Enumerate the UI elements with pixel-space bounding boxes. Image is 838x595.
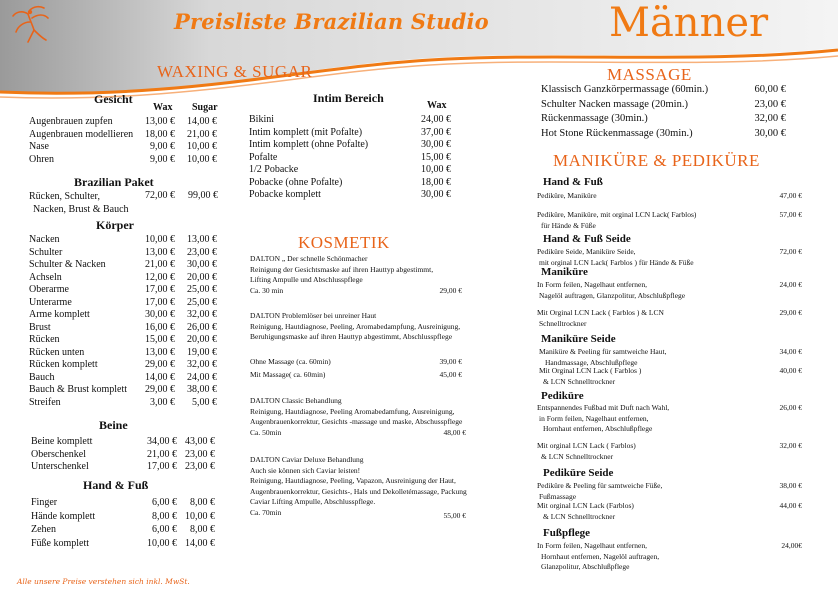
ms2-line1: Mit Orginal LCN Lack ( Farblos ) bbox=[539, 366, 642, 375]
hfs-line2: mit orginal LCN Lack( Farblos ) für Hände & Füße bbox=[539, 257, 694, 267]
sugar-price: 8,00 € bbox=[190, 497, 215, 508]
wax-price: 30,00 € bbox=[421, 189, 451, 200]
item-name: Unterschenkel bbox=[31, 461, 89, 472]
sugar-price: 8,00 € bbox=[190, 524, 215, 535]
handfuss-row bbox=[31, 538, 225, 552]
pk-line1: Entspannendes Fußbad mit Duft nach Wahl, bbox=[537, 403, 670, 412]
k2-line2: Reinigung, Hautdiagnose, Peeling, Aromabedampfung, Ausreinigung, bbox=[250, 321, 461, 331]
koerper-row bbox=[29, 347, 225, 360]
koerper-list bbox=[29, 234, 225, 409]
k3-line2: Reinigung, Hautdiagnose, Peeling Aromabedamfung, Ausreinigung, bbox=[250, 406, 455, 416]
kosmetik-block-1 bbox=[250, 254, 433, 296]
wax-price: 24,00 € bbox=[421, 114, 451, 125]
pk2-line2: & LCN Schnelltrockner bbox=[541, 451, 614, 461]
pk2-price: 32,00 € bbox=[779, 441, 802, 450]
k4-line1: DALTON Caviar Deluxe Behandlung bbox=[250, 455, 364, 464]
mk2-price: 29,00 € bbox=[779, 308, 802, 317]
hand-fuss-list bbox=[31, 497, 225, 551]
k2-option1: Ohne Massage (ca. 60min) bbox=[250, 357, 331, 366]
sugar-price: 43,00 € bbox=[185, 436, 215, 447]
ms-line2: Handmassage, Abschlußpflege bbox=[545, 357, 638, 367]
pk-title: Pediküre bbox=[541, 390, 584, 402]
k1-line1: DALTON „ Der schnelle Schönmacher bbox=[250, 254, 368, 263]
ms-title: Maniküre Seide bbox=[541, 333, 616, 345]
wax-price: 13,00 € bbox=[145, 116, 175, 127]
wax-price: 13,00 € bbox=[145, 346, 175, 358]
k4-line3: Reinigung, Hautdiagnose, Peeling, Vapazon, Ausreinigung der Haut, bbox=[250, 476, 456, 486]
hf-price2: 57,00 € bbox=[779, 210, 802, 219]
hfs-block bbox=[537, 247, 694, 268]
item-name: Beine komplett bbox=[31, 436, 93, 447]
wax-price: 8,00 € bbox=[152, 510, 177, 522]
fp-price: 24,00€ bbox=[781, 541, 802, 550]
massage-row bbox=[541, 84, 786, 99]
item-name: Rückenmassage (30min.) bbox=[541, 113, 648, 124]
sugar-price: 13,00 € bbox=[187, 234, 217, 245]
koerper-row bbox=[29, 259, 225, 272]
col-sugar: Sugar bbox=[192, 102, 218, 113]
sugar-price: 5,00 € bbox=[192, 396, 217, 408]
mk2-block bbox=[537, 308, 664, 329]
item-name: Klassisch Ganzkörpermassage (60min.) bbox=[541, 84, 709, 95]
massage-heading: MASSAGE bbox=[607, 65, 692, 84]
price-price: 30,00 € bbox=[754, 127, 786, 139]
item-name: Achseln bbox=[29, 271, 62, 283]
ps2-line2: & LCN Schnelltrockner bbox=[543, 511, 616, 521]
wax-price: 17,00 € bbox=[145, 296, 175, 308]
item-name: 1/2 Pobacke bbox=[249, 164, 299, 175]
wax-price: 15,00 € bbox=[145, 334, 175, 345]
wax-price: 13,00 € bbox=[145, 246, 175, 258]
mk2-line1: Mit Orginal LCN Lack ( Farblos ) & LCN bbox=[537, 308, 664, 317]
k4-line5: Caviar Lifting Ampulle, Abschlusspflege. bbox=[250, 497, 376, 507]
price-price: 32,00 € bbox=[754, 113, 786, 124]
wax-price: 3,00 € bbox=[150, 396, 175, 408]
item-name: Hände komplett bbox=[31, 510, 96, 522]
item-name: Schulter bbox=[29, 246, 63, 258]
page-title: Preisliste Brazilian Studio bbox=[174, 9, 489, 34]
sugar-price: 32,00 € bbox=[187, 359, 217, 370]
ps2-line1: Mit orginal LCN Lack (Farblos) bbox=[537, 501, 634, 510]
mk-line1: In Form feilen, Nagelhaut entfernen, bbox=[537, 280, 647, 289]
ms-block bbox=[539, 347, 666, 368]
k4-line4: Augenbrauenkorrektur, Gesichts-, Hals und Dekolletémassage, Packung bbox=[250, 486, 467, 496]
ps-line1: Pediküre & Peeling für samtweiche Füße, bbox=[537, 481, 663, 490]
koerper-row bbox=[29, 322, 225, 335]
koerper-row bbox=[29, 334, 225, 347]
wax-price: 16,00 € bbox=[145, 321, 175, 333]
maenner-title: Männer bbox=[609, 0, 769, 46]
mk-line2: Nagelöl auftragen, Glanzpolitur, Abschlußpflege bbox=[539, 290, 686, 300]
hf2-line2: für Hände & Füße bbox=[541, 220, 596, 230]
ps-price: 38,00 € bbox=[779, 481, 802, 490]
massage-row bbox=[541, 128, 786, 143]
pk-price: 26,00 € bbox=[779, 403, 802, 412]
item-name: Schulter & Nacken bbox=[29, 259, 106, 270]
koerper-title: Körper bbox=[96, 218, 134, 232]
wax-price: 6,00 € bbox=[152, 497, 177, 508]
koerper-row bbox=[29, 272, 225, 285]
wax-price: 9,00 € bbox=[150, 141, 175, 152]
k3-line4: Ca. 50min bbox=[250, 427, 282, 437]
sugar-price: 23,00 € bbox=[185, 461, 215, 472]
item-name: Intim komplett (mit Pofalte) bbox=[249, 126, 363, 138]
pk-block bbox=[537, 403, 669, 435]
sugar-price: 19,00 € bbox=[187, 346, 217, 358]
pk2-block bbox=[537, 441, 636, 462]
item-name: Brust bbox=[29, 321, 51, 333]
koerper-row bbox=[29, 372, 225, 385]
sugar-price: 24,00 € bbox=[187, 371, 217, 383]
ps-title: Pediküre Seide bbox=[543, 467, 614, 479]
item-name: Arme komplett bbox=[29, 309, 90, 320]
wax-price: 10,00 € bbox=[421, 164, 451, 175]
sugar-price: 14,00 € bbox=[185, 537, 215, 549]
intim-row bbox=[249, 189, 451, 202]
pk-line3: Hornhaut entfernen, Abschlußpflege bbox=[543, 424, 653, 434]
paket-wax-price: 72,00 € bbox=[145, 190, 175, 201]
kosmetik-heading: KOSMETIK bbox=[298, 233, 390, 252]
item-name: Oberschenkel bbox=[31, 448, 86, 460]
koerper-row bbox=[29, 397, 225, 410]
k3-line3: Augenbrauenkorrektur, Gesichts -massage und maske, Abschusspflege bbox=[250, 417, 463, 427]
intim-col-wax: Wax bbox=[427, 100, 447, 111]
mk-title: Maniküre bbox=[541, 266, 588, 278]
ms2-block bbox=[539, 366, 641, 387]
sugar-price: 25,00 € bbox=[187, 284, 217, 295]
fp-block bbox=[537, 541, 659, 573]
hfs-line1: Pediküre Seide, Maniküre Seide, bbox=[537, 247, 636, 256]
item-name: Ohren bbox=[29, 153, 54, 165]
kosmetik-block-2 bbox=[250, 311, 460, 343]
sugar-price: 10,00 € bbox=[187, 153, 217, 165]
ms-price: 34,00 € bbox=[779, 347, 802, 356]
gesicht-list bbox=[29, 116, 225, 166]
koerper-row bbox=[29, 309, 225, 322]
massage-row bbox=[541, 113, 786, 128]
item-name: Rücken unten bbox=[29, 346, 85, 358]
wax-price: 34,00 € bbox=[147, 436, 177, 447]
k2-price2: 45,00 € bbox=[439, 370, 462, 379]
beine-row bbox=[31, 449, 225, 462]
fp-line2: Hornhaut entfernen, Nagelöl auftragen, bbox=[541, 551, 660, 561]
waxing-heading: WAXING & SUGAR bbox=[157, 62, 313, 81]
ps-line2: Fußmassage bbox=[539, 491, 577, 501]
wax-price: 9,00 € bbox=[150, 153, 175, 165]
k1-line3: Lifting Ampulle und Abschlusspflege bbox=[250, 275, 363, 285]
hand-fuss-title: Hand & Fuß bbox=[83, 478, 149, 492]
sugar-price: 21,00 € bbox=[187, 128, 217, 140]
item-name: Rücken bbox=[29, 334, 60, 345]
koerper-row bbox=[29, 284, 225, 297]
beine-list bbox=[31, 436, 225, 474]
sugar-price: 10,00 € bbox=[187, 141, 217, 152]
sugar-price: 10,00 € bbox=[185, 510, 215, 522]
item-name: Rücken komplett bbox=[29, 359, 98, 370]
item-name: Intim komplett (ohne Pofalte) bbox=[249, 139, 369, 150]
wax-price: 29,00 € bbox=[145, 384, 175, 395]
item-name: Bikini bbox=[249, 114, 275, 125]
wax-price: 15,00 € bbox=[421, 151, 451, 163]
wax-price: 17,00 € bbox=[145, 284, 175, 295]
sugar-price: 20,00 € bbox=[187, 334, 217, 345]
gesicht-title: Gesicht bbox=[94, 92, 133, 106]
item-name: Pofalte bbox=[249, 151, 278, 163]
fp-title: Fußpflege bbox=[543, 527, 591, 539]
item-name: Bauch & Brust komplett bbox=[29, 384, 128, 395]
sugar-price: 30,00 € bbox=[187, 259, 217, 270]
paket-line1: Rücken, Schulter, bbox=[29, 191, 100, 202]
footer-note: Alle unsere Preise verstehen sich inkl. MwSt. bbox=[17, 577, 190, 586]
pk2-line1: Mit orginal LCN Lack ( Farblos) bbox=[537, 441, 636, 450]
paket-line2: Nacken, Brust & Bauch bbox=[33, 204, 129, 215]
beine-row bbox=[31, 436, 225, 449]
koerper-row bbox=[29, 384, 225, 397]
wax-price: 18,00 € bbox=[145, 128, 175, 140]
item-name: Augenbrauen modellieren bbox=[29, 128, 134, 140]
kosmetik-block-4 bbox=[250, 455, 467, 519]
ps2-price: 44,00 € bbox=[779, 501, 802, 510]
ms-line1: Maniküre & Peeling für samtweiche Haut, bbox=[539, 347, 667, 356]
wax-price: 12,00 € bbox=[145, 271, 175, 283]
wax-price: 30,00 € bbox=[145, 309, 175, 320]
item-name: Pobacke komplett bbox=[249, 189, 321, 200]
item-name: Finger bbox=[31, 497, 58, 508]
hummingbird-logo bbox=[8, 4, 52, 44]
k2-line3: Beruhigungsmaske auf ihren Hauttyp abgestimmt, Abschlusspflege bbox=[250, 332, 453, 342]
col-wax: Wax bbox=[153, 102, 173, 113]
item-name: Nase bbox=[29, 141, 49, 152]
item-name: Streifen bbox=[29, 396, 61, 408]
ps-block bbox=[537, 481, 662, 502]
k4-line2: Auch sie können sich Caviar leisten! bbox=[250, 465, 361, 475]
pk-line2: in Form feilen, Nagelhaut entfernen, bbox=[539, 413, 649, 423]
sugar-price: 23,00 € bbox=[185, 448, 215, 460]
brazilian-paket-title: Brazilian Paket bbox=[74, 175, 154, 189]
sugar-price: 26,00 € bbox=[187, 321, 217, 333]
wax-price: 37,00 € bbox=[421, 126, 451, 138]
gesicht-row bbox=[29, 154, 225, 167]
handfuss-row bbox=[31, 511, 225, 525]
k4-line6: Ca. 70min bbox=[250, 507, 282, 517]
intim-row bbox=[249, 177, 451, 190]
wax-price: 21,00 € bbox=[147, 448, 177, 460]
wax-price: 10,00 € bbox=[145, 234, 175, 245]
k4-price: 55,00 € bbox=[443, 511, 466, 520]
intim-row bbox=[249, 114, 451, 127]
intim-list bbox=[249, 114, 451, 202]
massage-row bbox=[541, 99, 786, 114]
ms2-price: 40,00 € bbox=[779, 366, 802, 375]
k2-price1: 39,00 € bbox=[439, 357, 462, 366]
intim-row bbox=[249, 127, 451, 140]
item-name: Schulter Nacken massage (20min.) bbox=[541, 98, 688, 110]
hf2-line1: Pediküre, Maniküre, mit orginal LCN Lack( Farblos) bbox=[537, 210, 697, 219]
k2-option2: Mit Massage( ca. 60min) bbox=[250, 370, 326, 379]
ps2-block bbox=[537, 501, 634, 522]
hfs-title: Hand & Fuß Seide bbox=[543, 233, 631, 245]
beine-row bbox=[31, 461, 225, 474]
k1-price: 29,00 € bbox=[439, 286, 462, 295]
intim-row bbox=[249, 139, 451, 152]
hf-line1: Pediküre, Maniküre bbox=[537, 191, 597, 200]
sugar-price: 14,00 € bbox=[187, 116, 217, 127]
fp-line1: In Form feilen, Nagelhaut entfernen, bbox=[537, 541, 647, 550]
intim-row bbox=[249, 152, 451, 165]
item-name: Pobacke (ohne Pofalte) bbox=[249, 176, 343, 188]
fp-line3: Glanzpolitur, Abschlußpflege bbox=[541, 562, 630, 572]
massage-list bbox=[541, 84, 786, 142]
ms2-line2: & LCN Schnelltrockner bbox=[543, 376, 616, 386]
wax-price: 10,00 € bbox=[147, 537, 177, 549]
mk2-line2: Schnelltrockner bbox=[539, 318, 587, 328]
mk-block bbox=[537, 280, 685, 301]
item-name: Nacken bbox=[29, 234, 60, 245]
item-name: Oberarme bbox=[29, 284, 69, 295]
wax-price: 21,00 € bbox=[145, 259, 175, 270]
price-price: 23,00 € bbox=[754, 98, 786, 110]
paket-sugar-price: 99,00 € bbox=[188, 190, 218, 201]
price-price: 60,00 € bbox=[754, 84, 786, 95]
beine-title: Beine bbox=[99, 418, 128, 432]
k2-line1: DALTON Problemlöser bei unreiner Haut bbox=[250, 311, 377, 320]
wax-price: 6,00 € bbox=[152, 524, 177, 535]
koerper-row bbox=[29, 234, 225, 247]
koerper-row bbox=[29, 359, 225, 372]
k1-line4: Ca. 30 min bbox=[250, 285, 284, 295]
wax-price: 29,00 € bbox=[145, 359, 175, 370]
item-name: Unterarme bbox=[29, 296, 72, 308]
sugar-price: 25,00 € bbox=[187, 296, 217, 308]
gesicht-row bbox=[29, 141, 225, 154]
wax-price: 17,00 € bbox=[147, 461, 177, 472]
hf-price1: 47,00 € bbox=[779, 191, 802, 200]
handfuss-row bbox=[31, 524, 225, 538]
wax-price: 30,00 € bbox=[421, 139, 451, 150]
hf-title: Hand & Fuß bbox=[543, 176, 603, 188]
item-name: Augenbrauen zupfen bbox=[29, 116, 113, 127]
handfuss-row bbox=[31, 497, 225, 511]
k1-line2: Reinigung der Gesichtsmaske auf ihren Hauttyp abgestimmt, bbox=[250, 264, 434, 274]
sugar-price: 23,00 € bbox=[187, 246, 217, 258]
koerper-row bbox=[29, 247, 225, 260]
wax-price: 18,00 € bbox=[421, 176, 451, 188]
mk-price: 24,00 € bbox=[779, 280, 802, 289]
gesicht-row bbox=[29, 116, 225, 129]
k3-line1: DALTON Classic Behandlung bbox=[250, 396, 342, 405]
koerper-row bbox=[29, 297, 225, 310]
gesicht-row bbox=[29, 129, 225, 142]
item-name: Zehen bbox=[31, 524, 56, 535]
sugar-price: 38,00 € bbox=[187, 384, 217, 395]
intim-row bbox=[249, 164, 451, 177]
wax-price: 14,00 € bbox=[145, 371, 175, 383]
hfs-price: 72,00 € bbox=[779, 247, 802, 256]
k3-price: 48,00 € bbox=[443, 428, 466, 437]
hf-block2 bbox=[537, 210, 696, 231]
item-name: Bauch bbox=[29, 371, 55, 383]
item-name: Hot Stone Rückenmassage (30min.) bbox=[541, 127, 693, 139]
sugar-price: 32,00 € bbox=[187, 309, 217, 320]
item-name: Füße komplett bbox=[31, 537, 90, 549]
manikuere-heading: MANIKÜRE & PEDIKÜRE bbox=[553, 151, 760, 170]
intim-title: Intim Bereich bbox=[313, 91, 384, 105]
sugar-price: 20,00 € bbox=[187, 271, 217, 283]
